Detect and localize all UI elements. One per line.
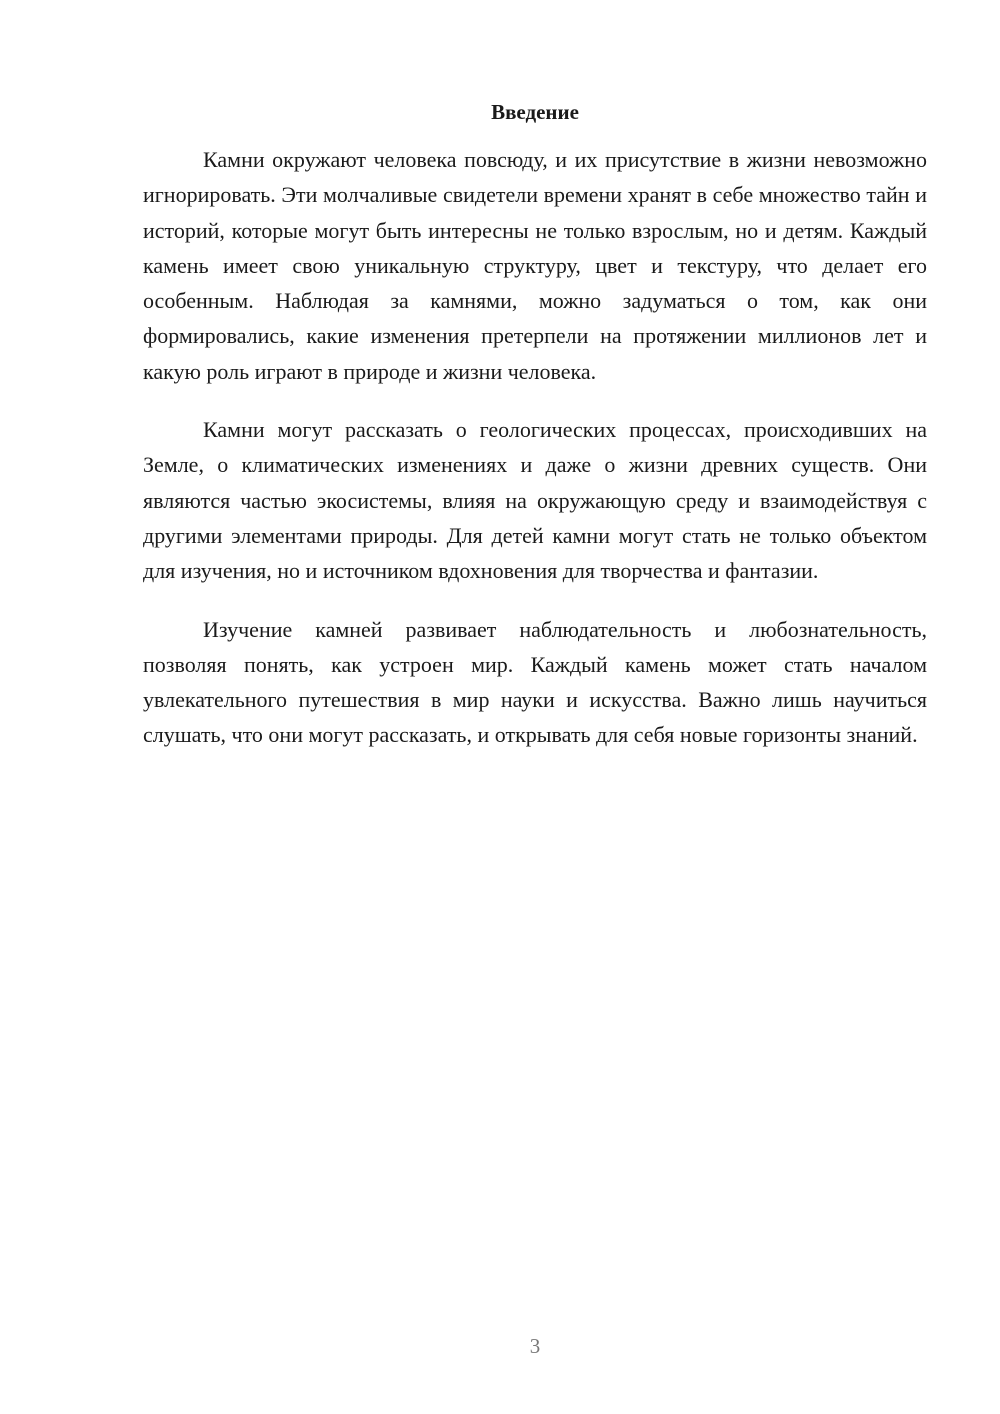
page-number: 3 (529, 1334, 541, 1358)
paragraph-3: Изучение камней развивает наблюдательность и любознательность, позволяя понять, как устроен мир. Каждый камень может стать началом увлекательного путешествия в мир науки и искусства. Важно лишь научиться слушать, что они могут рассказать, и открывать для себя новые горизонты знаний. (143, 616, 927, 748)
paragraph-1: Камни окружают человека повсюду, и их присутствие в жизни невозможно игнорировать. Эти молчаливые свидетели времени хранят в себе множество тайн и историй, которые могут быть интересны не только взрослым, но и детям. Каждый камень имеет свою уникальную структуру, цвет и текстуру, что делает его особенным. Наблюдая за камнями, можно задуматься о том, как они формировались, какие изменения претерпели на протяжении миллионов лет и какую роль играют в природе и жизни человека. (143, 147, 927, 384)
paragraph-2: Камни могут рассказать о геологических процессах, происходивших на Земле, о климатических изменениях и даже о жизни древних существ. Они являются частью экосистемы, влияя на окружающую среду и взаимодействуя с другими элементами природы. Для детей камни могут стать не только объектом для изучения, но и источником вдохновения для творчества и фантазии. (143, 417, 927, 584)
page-title: Введение (491, 100, 579, 124)
body-text (143, 142, 927, 776)
